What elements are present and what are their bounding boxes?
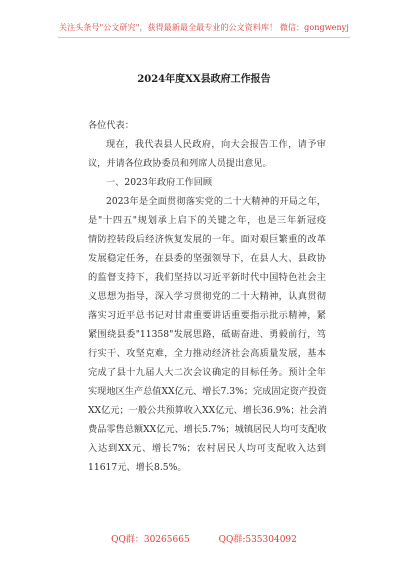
document-title: 2024年度XX县政府工作报告 (137, 74, 271, 85)
header-promo-text: 关注头条号"公文研究"，获得最新最全最专业的公文资料库！ 微信：gongwenyj (59, 23, 349, 32)
paragraph-line: 完成了县十九届人大二次会议确定的目标任务。预计全年 (88, 367, 326, 378)
paragraph-line: 义思想为指导，深入学习贯彻党的二十大精神，认真贯彻 (88, 291, 326, 302)
paragraph-line: 行实干、攻坚克难，全力推动经济社会高质量发展，基本 (88, 348, 326, 359)
paragraph-line: 入达到XX元、增长7%；农村居民人均可支配收入达到 (88, 443, 326, 454)
paragraph-line: 实现地区生产总值XX亿元、增长7.3%；完成固定资产投资 (88, 386, 327, 397)
paragraph-line: 情防控转段后经济恢复发展的一年。面对艰巨繁重的改革 (88, 234, 326, 245)
paragraph-line: 落实习近平总书记对甘肃重要讲话重要指示批示精神，紧 (88, 310, 326, 321)
paragraph-line: 发展稳定任务，在县委的坚强领导下，在县人大、县政协 (88, 253, 326, 264)
paragraph-line: 11617元、增长8.5%。 (88, 462, 187, 473)
footer-qq-group-1: QQ群：30265665 (111, 535, 190, 545)
paragraph-line: XX亿元；一般公共预算收入XX亿元、增长36.9%；社会消 (88, 405, 328, 416)
paragraph-line: 2023年是全面贯彻落实党的二十大精神的开局之年， (106, 196, 326, 207)
section-heading: 一、2023年政府工作回顾 (106, 177, 213, 188)
footer-qq-group-2: QQ群:535304092 (218, 535, 297, 545)
paragraph-line: 费品零售总额XX亿元、增长5.7%；城镇居民人均可支配收 (88, 424, 327, 435)
paragraph-line: 紧围绕县委"11358"发展思路，砥砺奋进、勇毅前行，笃 (88, 329, 326, 340)
salutation: 各位代表： (88, 120, 134, 131)
header-divider (58, 37, 350, 38)
paragraph-line: 是"十四五"规划承上启下的关键之年，也是三年新冠疫 (88, 215, 326, 226)
paragraph-line: 现在，我代表县人民政府，向大会报告工作，请予审 (106, 139, 326, 150)
document-body (88, 116, 326, 477)
paragraph-line: 的监督支持下，我们坚持以习近平新时代中国特色社会主 (88, 272, 326, 283)
footer-contact (0, 532, 408, 545)
paragraph-line: 议，并请各位政协委员和列席人员提出意见。 (88, 158, 272, 169)
